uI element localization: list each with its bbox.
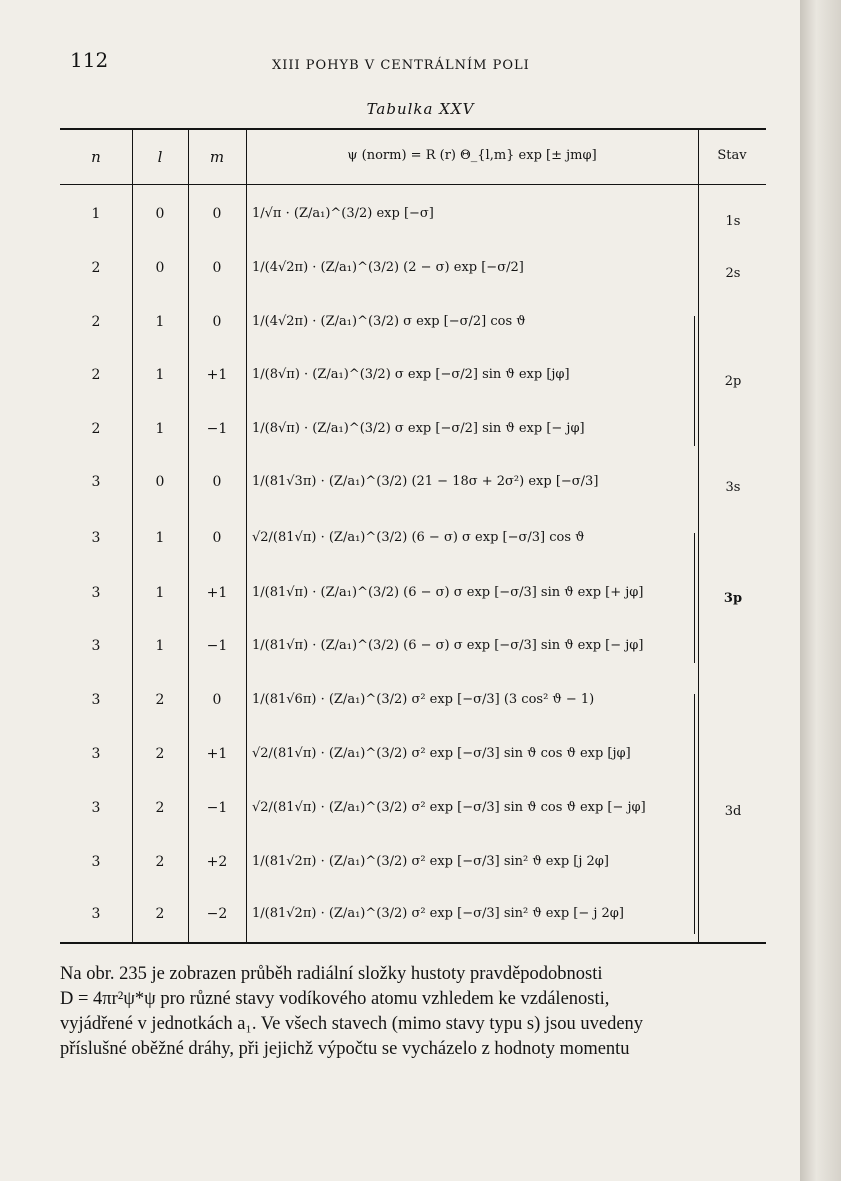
row-14-m: −2 [206, 906, 228, 922]
row-9-l: 1 [155, 638, 165, 654]
paragraph-line: D = 4πr²ψ*ψ pro různé stavy vodíkového atomu vzhledem ke vzdálenosti, [60, 989, 610, 1009]
row-6-l: 0 [155, 474, 165, 490]
paragraph-line: vyjádřené v jednotkách a₁. Ve všech stavech (mimo stavy typu s) jsou uvedeny [60, 1014, 644, 1034]
row-4-l: 1 [155, 367, 165, 383]
row-11-n: 3 [91, 746, 101, 762]
row-14-n: 3 [91, 906, 101, 922]
row-3-m: 0 [212, 314, 222, 330]
row-8-m: +1 [206, 585, 228, 601]
row-9-formula: 1/(81√π) · (Z/a₁)^(3/2) (6 − σ) σ exp [−σ/3] sin ϑ exp [− jφ] [252, 638, 644, 653]
state-2s: 2s [725, 266, 741, 281]
row-2-formula: 1/(4√2π) · (Z/a₁)^(3/2) (2 − σ) exp [−σ/2] [252, 260, 524, 275]
row-3-n: 2 [91, 314, 101, 330]
brace-3p [688, 533, 698, 663]
row-2-m: 0 [212, 260, 222, 276]
paragraph-line: Na obr. 235 je zobrazen průběh radiální složky hustoty pravděpodobnosti [60, 964, 603, 984]
row-2-l: 0 [155, 260, 165, 276]
row-8-formula: 1/(81√π) · (Z/a₁)^(3/2) (6 − σ) σ exp [−σ/3] sin ϑ exp [+ jφ] [252, 585, 644, 600]
page-number: 112 [70, 48, 109, 72]
state-3s: 3s [725, 480, 741, 495]
header-stav: Stav [717, 148, 747, 163]
row-14-formula: 1/(81√2π) · (Z/a₁)^(3/2) σ² exp [−σ/3] sin² ϑ exp [− j 2φ] [252, 906, 624, 921]
row-8-n: 3 [91, 585, 101, 601]
row-11-m: +1 [206, 746, 228, 762]
row-5-n: 2 [91, 421, 101, 437]
brace-3d [688, 694, 698, 934]
row-12-l: 2 [155, 800, 165, 816]
row-12-n: 3 [91, 800, 101, 816]
header-wavefunction: ψ (norm) = R (r) Θ_{l,m} exp [± jmφ] [347, 148, 597, 163]
row-13-m: +2 [206, 854, 228, 870]
row-9-n: 3 [91, 638, 101, 654]
row-4-m: +1 [206, 367, 228, 383]
row-11-l: 2 [155, 746, 165, 762]
row-8-l: 1 [155, 585, 165, 601]
row-1-formula: 1/√π · (Z/a₁)^(3/2) exp [−σ] [252, 206, 434, 221]
state-2p: 2p [724, 374, 742, 389]
header-m: m [209, 148, 225, 166]
row-9-m: −1 [206, 638, 228, 654]
row-3-formula: 1/(4√2π) · (Z/a₁)^(3/2) σ exp [−σ/2] cos ϑ [252, 314, 526, 329]
row-7-n: 3 [91, 530, 101, 546]
row-10-m: 0 [212, 692, 222, 708]
row-1-m: 0 [212, 206, 222, 222]
state-3p: 3p [723, 591, 743, 606]
row-6-n: 3 [91, 474, 101, 490]
paragraph-line: příslušné oběžné dráhy, při jejichž výpočtu se vycházelo z hodnoty momentu [60, 1039, 630, 1059]
row-1-l: 0 [155, 206, 165, 222]
row-6-m: 0 [212, 474, 222, 490]
row-4-formula: 1/(8√π) · (Z/a₁)^(3/2) σ exp [−σ/2] sin ϑ exp [jφ] [252, 367, 570, 382]
table-caption: Tabulka XXV [366, 100, 475, 118]
row-6-formula: 1/(81√3π) · (Z/a₁)^(3/2) (21 − 18σ + 2σ²) exp [−σ/3] [252, 474, 599, 489]
row-13-l: 2 [155, 854, 165, 870]
row-7-l: 1 [155, 530, 165, 546]
state-1s: 1s [725, 214, 741, 229]
wavefunction-table [60, 128, 766, 948]
row-4-n: 2 [91, 367, 101, 383]
header-l: l [157, 148, 163, 166]
row-5-m: −1 [206, 421, 228, 437]
row-7-formula: √2/(81√π) · (Z/a₁)^(3/2) (6 − σ) σ exp [−σ/3] cos ϑ [252, 530, 585, 545]
row-13-formula: 1/(81√2π) · (Z/a₁)^(3/2) σ² exp [−σ/3] sin² ϑ exp [j 2φ] [252, 854, 609, 869]
state-3d: 3d [724, 804, 742, 819]
book-edge [800, 0, 841, 1181]
row-5-formula: 1/(8√π) · (Z/a₁)^(3/2) σ exp [−σ/2] sin ϑ exp [− jφ] [252, 421, 585, 436]
body-paragraph [60, 962, 760, 1062]
row-5-l: 1 [155, 421, 165, 437]
header-n: n [91, 148, 101, 166]
row-13-n: 3 [91, 854, 101, 870]
row-1-n: 1 [91, 206, 101, 222]
row-14-l: 2 [155, 906, 165, 922]
row-7-m: 0 [212, 530, 222, 546]
row-10-n: 3 [91, 692, 101, 708]
row-12-m: −1 [206, 800, 228, 816]
row-11-formula: √2/(81√π) · (Z/a₁)^(3/2) σ² exp [−σ/3] sin ϑ cos ϑ exp [jφ] [252, 746, 631, 761]
row-2-n: 2 [91, 260, 101, 276]
row-10-formula: 1/(81√6π) · (Z/a₁)^(3/2) σ² exp [−σ/3] (3 cos² ϑ − 1) [252, 692, 595, 707]
row-12-formula: √2/(81√π) · (Z/a₁)^(3/2) σ² exp [−σ/3] sin ϑ cos ϑ exp [− jφ] [252, 800, 646, 815]
row-3-l: 1 [155, 314, 165, 330]
running-title: XIII POHYB V CENTRÁLNÍM POLI [272, 58, 530, 73]
brace-2p [688, 316, 698, 446]
row-10-l: 2 [155, 692, 165, 708]
